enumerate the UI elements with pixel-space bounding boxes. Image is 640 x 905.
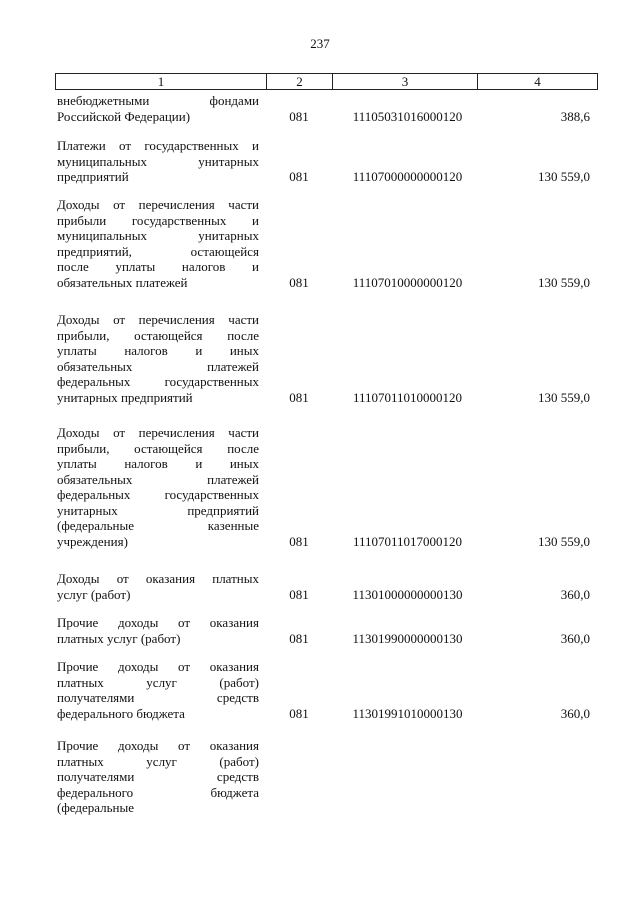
row-name-line: обязательных платежей (57, 274, 188, 290)
row-admin-code: 081 (289, 705, 309, 721)
row-amount: 130 559,0 (538, 274, 590, 290)
row-name-line: обязательных платежей (57, 471, 259, 487)
row-name-line: (федеральные казенные (57, 518, 259, 533)
row-name-line: муниципальных унитарных (57, 228, 259, 243)
row-name-line: федерального бюджета (57, 705, 185, 721)
table-row (55, 738, 598, 816)
row-amount: 130 559,0 (538, 389, 590, 405)
row-name (57, 197, 259, 290)
row-classification-code: 11107010000000120 (352, 274, 463, 290)
table-row (55, 659, 598, 721)
table-row (55, 138, 598, 185)
row-amount: 360,0 (560, 705, 590, 721)
header-col-3: 3 (333, 74, 478, 89)
row-name-line: получателями средств (57, 769, 259, 784)
row-name-line: муниципальных унитарных (57, 153, 259, 169)
row-name-line: после уплаты налогов и (57, 259, 259, 274)
row-name (57, 312, 259, 405)
row-name (57, 615, 259, 646)
row-name-line: учреждения) (57, 533, 128, 549)
row-name-line: обязательных платежей (57, 358, 259, 374)
row-name-line: Прочие доходы от оказания (57, 615, 259, 630)
row-amount: 388,6 (560, 108, 590, 124)
row-name-line: платных услуг (работ) (57, 674, 259, 690)
row-amount: 130 559,0 (538, 169, 590, 184)
table-row (55, 312, 598, 405)
row-name-line: Прочие доходы от оказания (57, 659, 259, 674)
row-name-line: (федеральные (57, 800, 134, 815)
row-name-line: Платежи от государственных и (57, 138, 259, 153)
row-name-line: унитарных предприятий (57, 389, 193, 405)
row-admin-code: 081 (289, 586, 309, 602)
row-name (57, 571, 259, 602)
row-name (57, 138, 259, 185)
row-name-line: федеральных государственных (57, 374, 259, 389)
row-amount: 360,0 (560, 586, 590, 602)
row-name-line: федерального бюджета (57, 784, 259, 800)
row-admin-code: 081 (289, 630, 309, 646)
row-name-line: федеральных государственных (57, 487, 259, 502)
row-classification-code: 11107011017000120 (352, 533, 463, 549)
table-header (55, 73, 598, 90)
row-classification-code: 11301000000000130 (352, 586, 463, 602)
row-name-line: получателями средств (57, 690, 259, 705)
row-classification-code: 11107000000000120 (352, 169, 463, 184)
header-col-2: 2 (267, 74, 333, 89)
row-name-line: внебюджетными фондами (57, 93, 259, 108)
table-row (55, 615, 598, 646)
row-name-line: прибыли, остающейся после (57, 327, 259, 343)
row-classification-code: 11107011010000120 (352, 389, 463, 405)
row-name (57, 93, 259, 124)
row-name-line: Российской Федерации) (57, 108, 191, 124)
table-row (55, 425, 598, 549)
row-name-line: Доходы от перечисления части (57, 197, 259, 212)
page-number: 237 (310, 36, 330, 51)
row-name (57, 738, 259, 816)
row-name-line: Прочие доходы от оказания (57, 738, 259, 753)
row-admin-code: 081 (289, 108, 309, 124)
row-name-line: прибыли, остающейся после (57, 440, 259, 456)
header-col-4: 4 (534, 74, 541, 89)
row-name-line: предприятий (57, 169, 129, 184)
row-name-line: Доходы от оказания платных (57, 571, 259, 586)
row-name-line: Доходы от перечисления части (57, 425, 259, 440)
row-name-line: платных услуг (работ) (57, 753, 259, 769)
row-name-line: предприятий, остающейся (57, 243, 259, 259)
row-admin-code: 081 (289, 533, 309, 549)
row-name-line: уплаты налогов и иных (57, 343, 259, 358)
row-admin-code: 081 (289, 389, 309, 405)
row-name-line: услуг (работ) (57, 586, 131, 602)
row-admin-code: 081 (289, 169, 309, 184)
row-name-line: унитарных предприятий (57, 502, 259, 518)
table-row (55, 93, 598, 124)
row-name-line: платных услуг (работ) (57, 630, 181, 646)
header-col-1: 1 (56, 74, 267, 89)
table-row (55, 571, 598, 602)
row-name-line: прибыли государственных и (57, 212, 259, 228)
row-name (57, 425, 259, 549)
row-amount: 130 559,0 (538, 533, 590, 549)
row-name (57, 659, 259, 721)
row-classification-code: 11105031016000120 (352, 108, 463, 124)
row-name-line: уплаты налогов и иных (57, 456, 259, 471)
table-row (55, 197, 598, 290)
row-admin-code: 081 (289, 274, 309, 290)
row-name-line: Доходы от перечисления части (57, 312, 259, 327)
row-classification-code: 11301990000000130 (352, 630, 463, 646)
row-classification-code: 11301991010000130 (352, 705, 463, 721)
row-amount: 360,0 (560, 630, 590, 646)
